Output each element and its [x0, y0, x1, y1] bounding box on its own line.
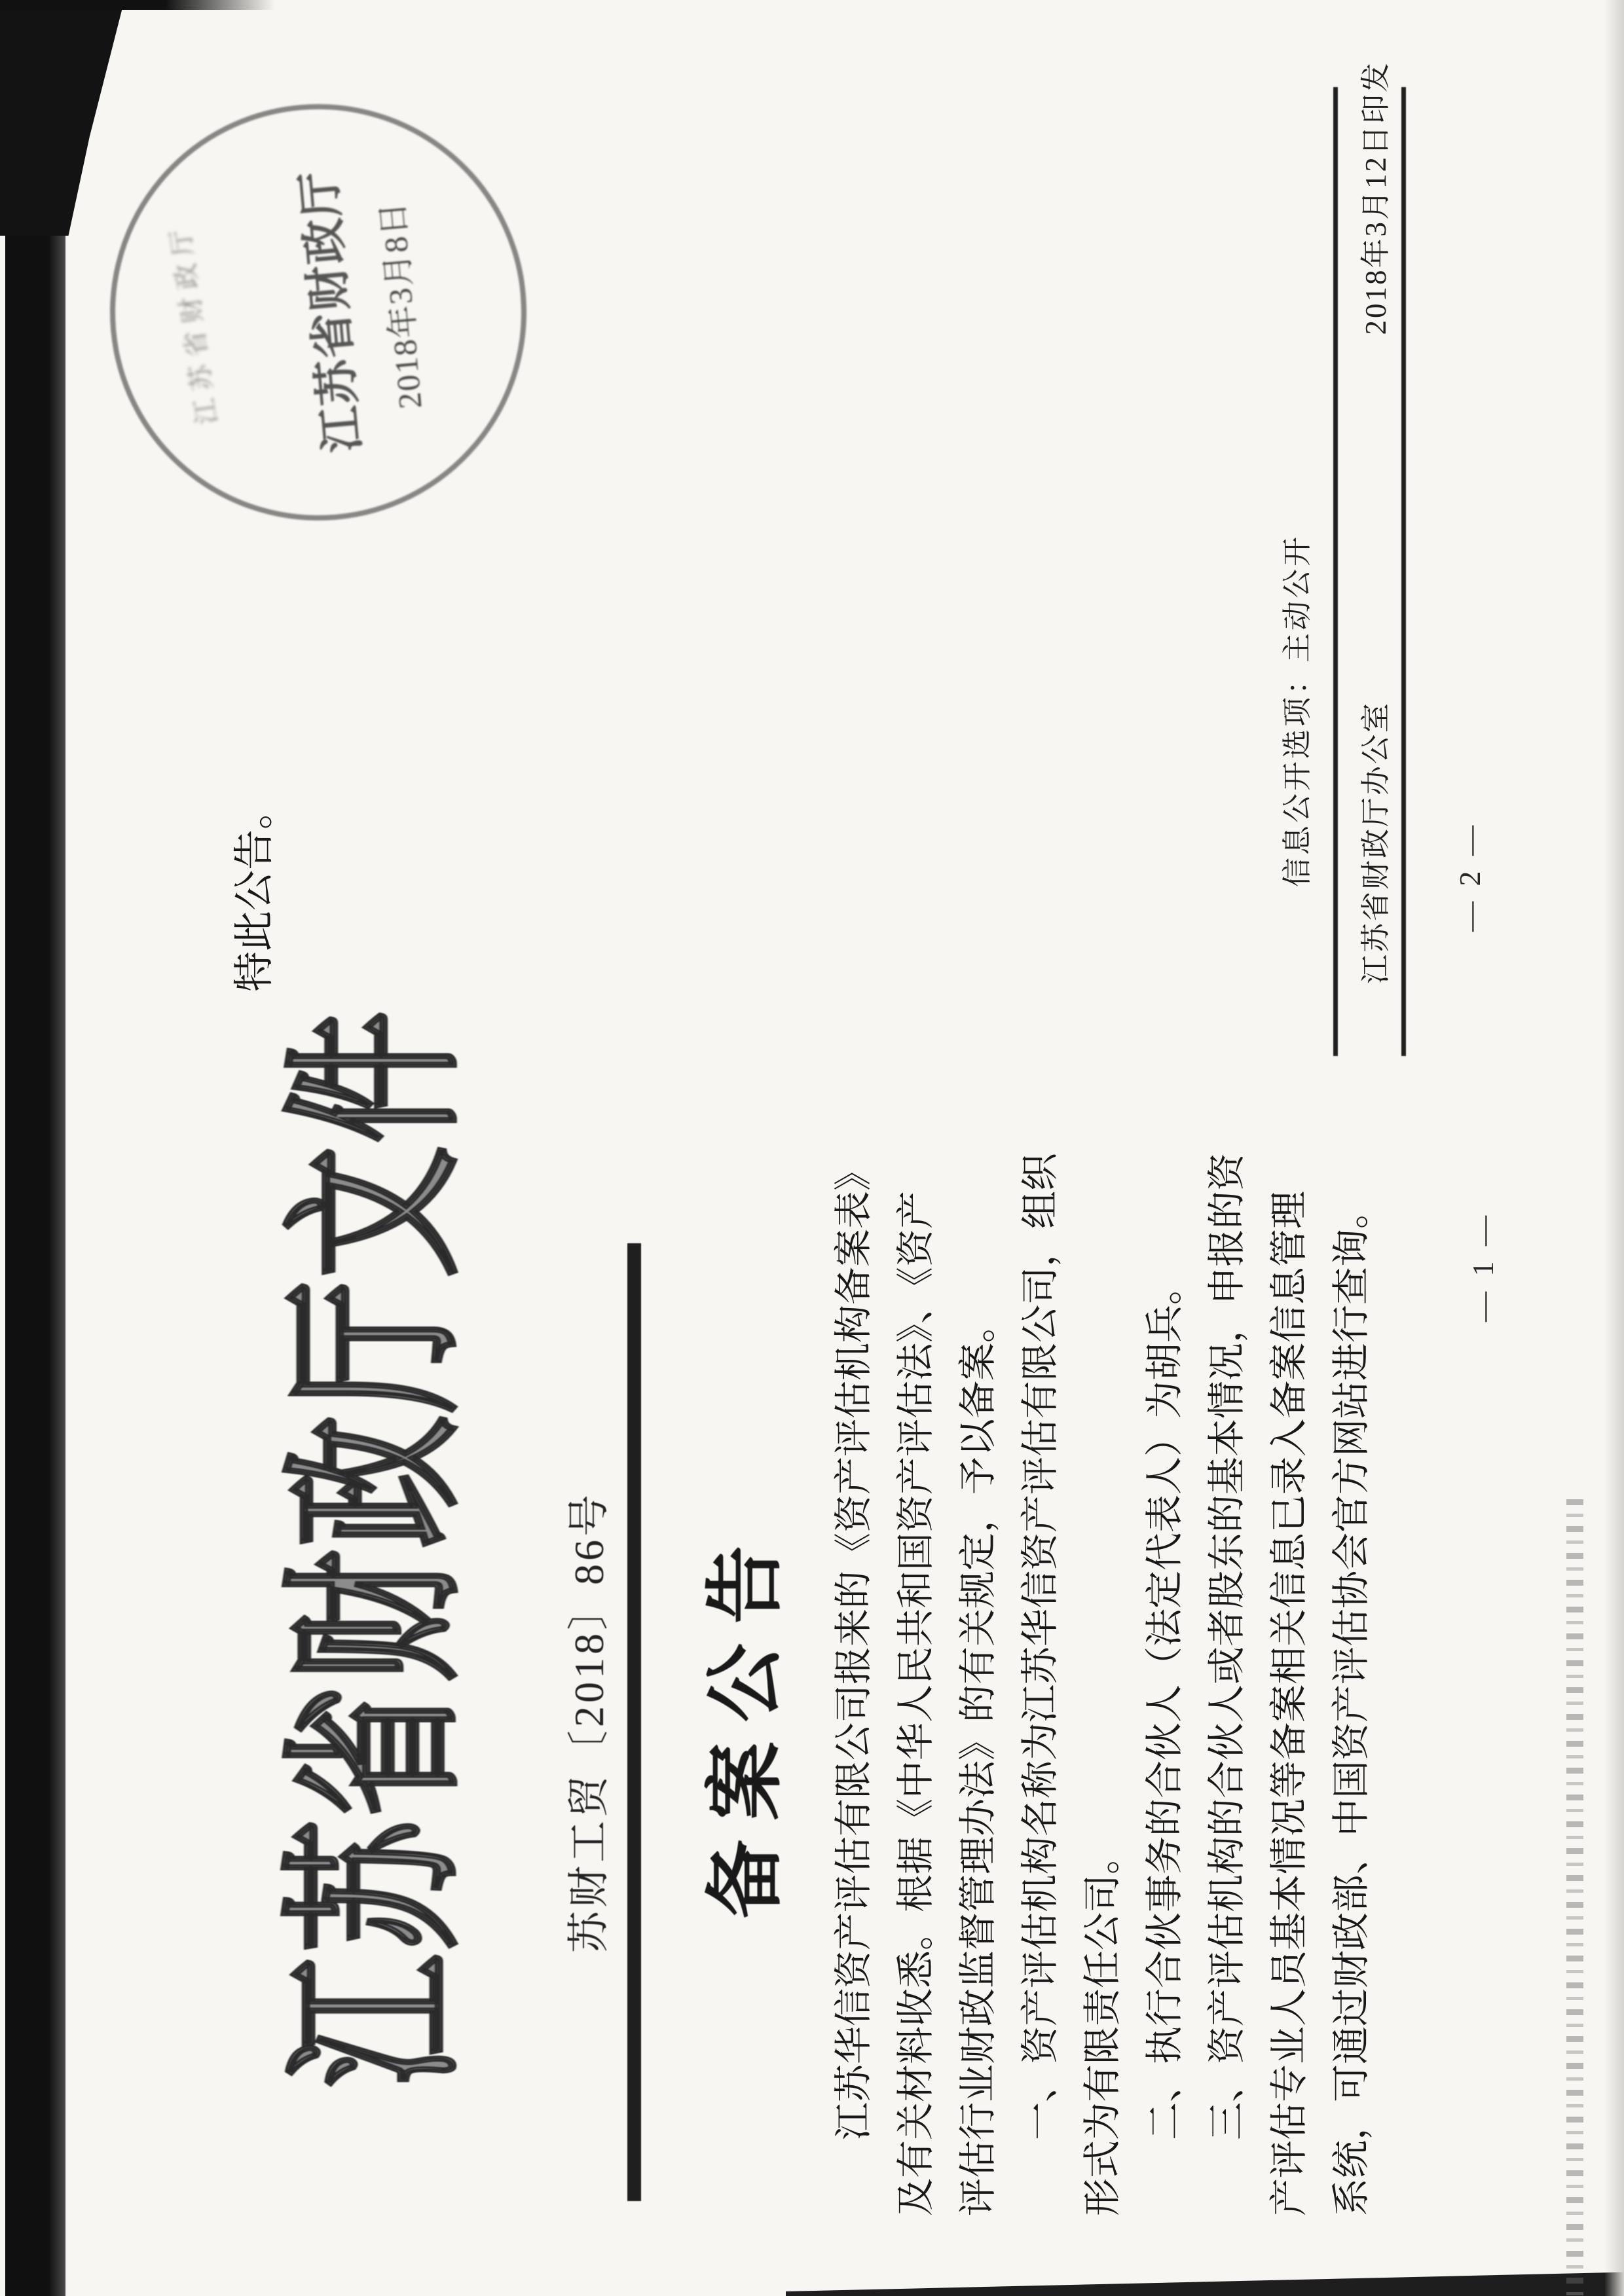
body-line: 评估行业财政监督管理办法》的有关规定，予以备案。	[957, 1304, 999, 2216]
stamp-date: 2018年3月8日	[373, 200, 429, 410]
body-line: 及有关材料收悉。根据《中华人民共和国资产评估法》、《资产	[895, 1190, 937, 2216]
document-number: 苏财工贸〔2018〕86号	[566, 1491, 612, 1953]
page-1	[0, 1008, 1624, 2296]
letterhead	[277, 1008, 479, 2296]
colophon-row	[1349, 61, 1396, 1056]
page-number-2: — 2 —	[1453, 822, 1486, 932]
page-number-1: — 1 —	[1466, 1212, 1500, 1322]
stamp-arc-text: 江苏省财政厅	[164, 219, 223, 427]
body-text	[822, 1152, 1382, 2216]
body-line: 江苏华信资产评估有限公司报来的《资产评估机构备案表》	[832, 1152, 875, 2140]
scan-edge-top	[0, 0, 275, 10]
body-line: 产评估专业人员基本情况等备案相关信息已录入备案信息管理	[1268, 1190, 1310, 2216]
letterhead-rule	[627, 1243, 641, 2201]
body-line: 二、执行合伙事务的合伙人（法定代表人）为胡兵。	[1143, 1266, 1186, 2140]
body-line: 形式为有限责任公司。	[1081, 1836, 1124, 2216]
scan-edge-left	[5, 0, 65, 2296]
official-stamp	[92, 86, 544, 538]
body-line: 三、资产评估机构的合伙人或者股东的基本情况，申报的资	[1206, 1152, 1248, 2140]
stamp-agency: 江苏省财政厅	[294, 168, 369, 454]
info-disclosure-row: 信息公开选项：主动公开	[1281, 534, 1314, 887]
print-date: 2018年3月12日印发	[1359, 61, 1392, 335]
document-title: 备案公告	[702, 1525, 789, 1919]
issuing-office: 江苏省财政厅办公室	[1359, 701, 1392, 984]
body-line: 系统，可通过财政部、中国资产评估协会官方网站进行查询。	[1330, 1190, 1373, 2216]
letterhead-title: 江苏省财政厅文件	[277, 1008, 479, 2086]
colophon-rule-top	[1333, 87, 1338, 1056]
body-line: 一、资产评估机构名称为江苏华信资产评估有限公司，组织	[1019, 1152, 1061, 2140]
colophon-rule-bottom	[1401, 87, 1406, 1056]
closing-line: 特此公告。	[232, 788, 277, 992]
ink-bleed-stripe	[1566, 1499, 1583, 2296]
scan-edge-right	[1604, 0, 1624, 2296]
